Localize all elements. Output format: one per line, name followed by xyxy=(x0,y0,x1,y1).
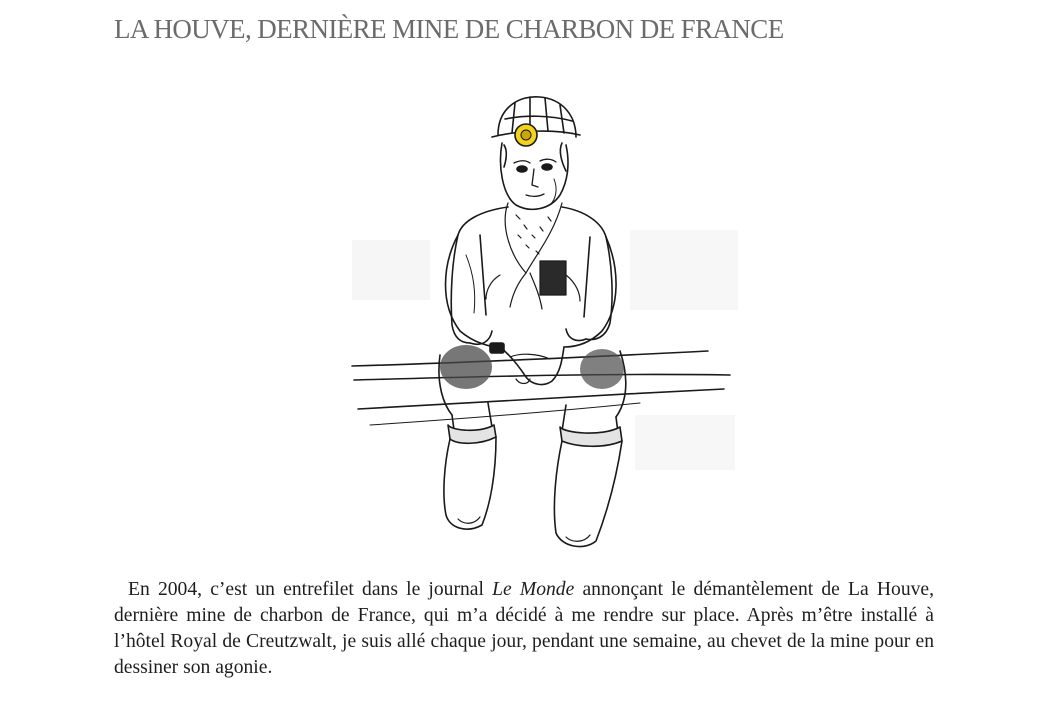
paper-patch xyxy=(635,415,735,470)
newspaper-title: Le Monde xyxy=(492,579,575,600)
paragraph-text-after: annonçant le démantèlement de La Houve, dernière mine de charbon de France, qui m’a décidé à me rendre sur place. Après m’être installé à l’hôtel Royal de Creutzwalt, je suis allé chaque jour, pendant une semaine, au chevet de la mine pour en dessiner son agonie. xyxy=(114,579,935,678)
helmet xyxy=(492,97,580,146)
paper-patch xyxy=(630,230,738,310)
bench xyxy=(352,351,730,425)
paragraph-text-before: En 2004, c’est un entrefilet dans le journal xyxy=(128,579,493,600)
paper-patch xyxy=(352,240,430,300)
watch-icon xyxy=(490,343,504,353)
page-title: LA HOUVE, DERNIÈRE MINE DE CHARBON DE FRANCE xyxy=(114,14,784,44)
boots xyxy=(444,425,622,547)
legs xyxy=(439,345,626,433)
miner-illustration xyxy=(340,85,760,560)
face xyxy=(501,143,568,209)
intro-paragraph xyxy=(114,577,934,681)
